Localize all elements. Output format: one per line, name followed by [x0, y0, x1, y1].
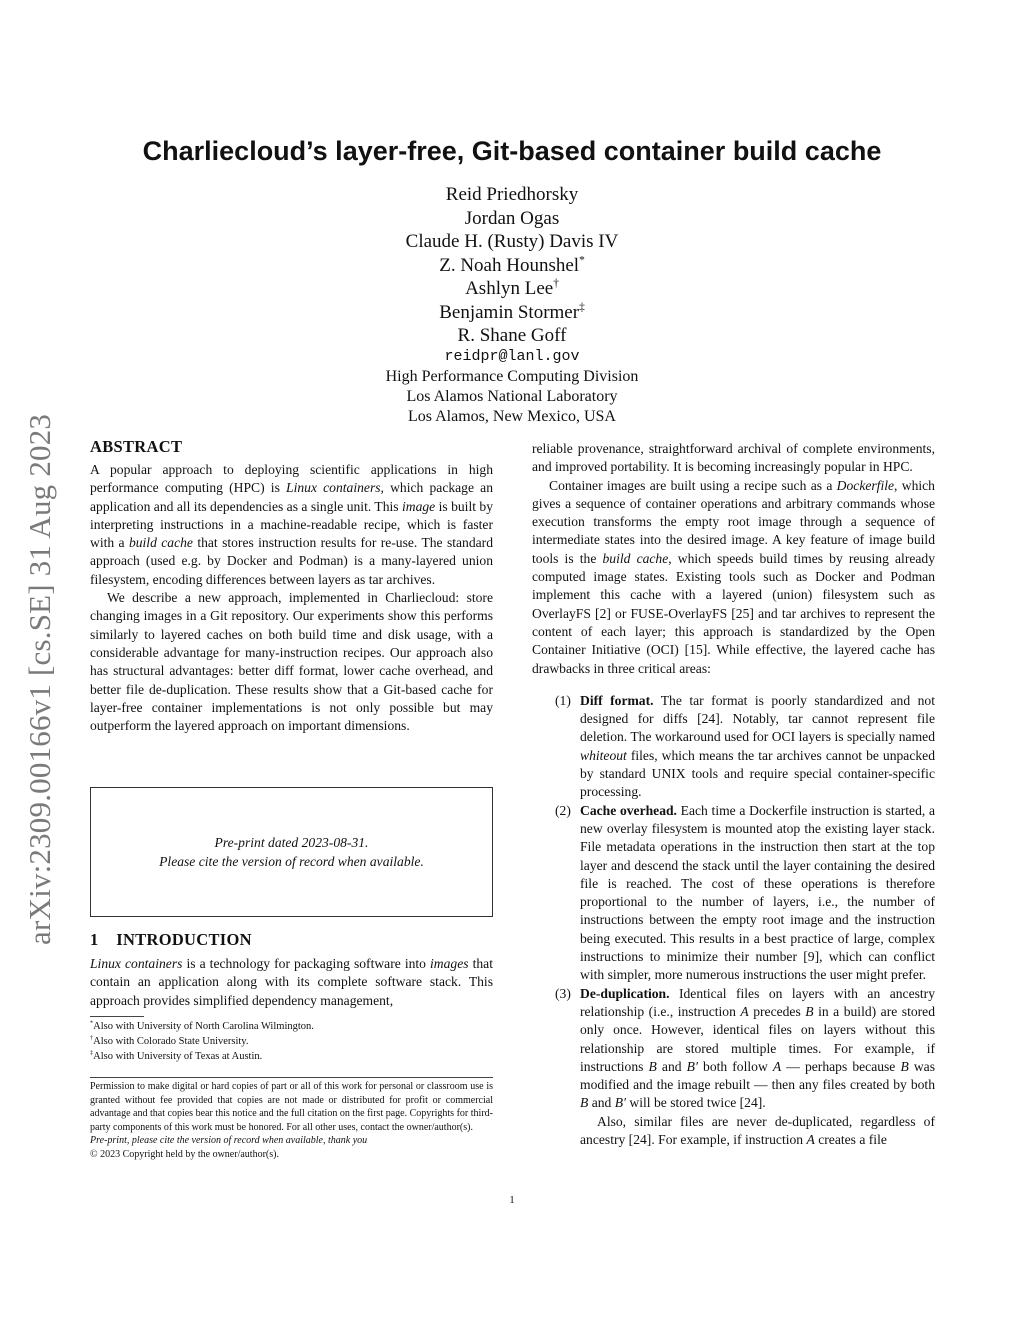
page-number: 1 [509, 1194, 515, 1206]
email[interactable]: reidpr@lanl.gov [444, 348, 580, 365]
preprint-line: Pre-print dated 2023-08-31. [214, 835, 369, 850]
introduction-body: Linux containers is a technology for packaging software into images that contain an application along with its complete software stack. This approach provides simplified dependency management, [90, 956, 493, 1008]
drawback-list [532, 692, 935, 1149]
list-item-paragraph: Also, similar files are never de-duplicated, regardless of ancestry [24]. For example, if instruction A creates a file [580, 1113, 935, 1147]
author: Z. Noah Hounshel* [439, 254, 585, 276]
preprint-note: Pre-print, please cite the version of record when available, thank you [90, 1135, 368, 1146]
abstract-paragraph: We describe a new approach, implemented in Charliecloud: store changing images in a Git repository. Our experiments show this performs similarly to layered caches on both build time and disk usage, with a considerable advantage for many-instruction recipes. Our approach also has structural advantages: better diff format, lower cache overhead, and better file de-duplication. These results show that a Git-based cache for layer-free container implementations is not only possible but may outperform the layered approach on important dimensions. [90, 590, 493, 734]
copyright: © 2023 Copyright held by the owner/author(s). [90, 1148, 279, 1160]
footnotes [90, 1019, 493, 1064]
arxiv-identifier: arXiv:2309.00166v1 [cs.SE] 31 Aug 2023 [22, 413, 57, 945]
permission-notice [90, 1077, 493, 1161]
author: Jordan Ogas [464, 207, 560, 229]
abstract-paragraph: A popular approach to deploying scientific applications in high performance computing (HPC) is Linux containers, which package an application and all its dependencies as a single unit. This image is built by interpreting instructions in a machine-readable recipe, which is faster with a build cache that stores instruction results for re-use. The standard approach (used e.g. by Docker and Podman) is a many-layered union filesystem, encoding differences between layers as tar archives. [90, 462, 494, 587]
list-item: (1) Diff format. The tar format is poorly standardized and not designed for diffs [24]. Notably, tar cannot represent file deletion. The workaround used for OCI layers is specially named whiteout files, which means the tar archives cannot be unpacked by standard UNIX tools and require special container-specific processing. [555, 692, 935, 800]
footnote: *Also with University of North Carolina Wilmington. [90, 1019, 314, 1032]
author-list [0, 183, 1024, 348]
paper-title: Charliecloud’s layer-free, Git-based container build cache [142, 136, 882, 166]
footnote: ‡Also with University of Texas at Austin. [90, 1049, 263, 1062]
footnote-divider [90, 1016, 144, 1017]
list-item: (3) De-duplication. Identical files on layers with an ancestry relationship (i.e., instruction A precedes B in a build) are stored only once. However, identical files on layers without this relationship are stored multiple times. For example, if instructions B and B′ both follow A — perhaps because B was modified and the image rebuilt — then any files created by both B and B′ will be stored twice [24]. Also, similar files are never de-duplicated, regardless of ancestry [24]. For example, if instruction A creates a file [532, 985, 935, 1150]
author: Benjamin Stormer‡ [439, 301, 585, 323]
preprint-notice-box [90, 787, 493, 917]
abstract-body [90, 461, 493, 735]
right-column [532, 440, 935, 1149]
affiliation-line: High Performance Computing Division [385, 368, 639, 385]
author: Claude H. (Rusty) Davis IV [405, 231, 619, 252]
preprint-line: Please cite the version of record when available. [159, 853, 424, 869]
author: Reid Priedhorsky [445, 184, 579, 205]
permission-text: Permission to make digital or hard copies of part or all of this work for personal or classroom use is granted without fee provided that copies are not made or distributed for profit or commercial advantage and that copies bear this notice and the full citation on the first page. Copyrights for third-party components of this work must be honored. For all other uses, contact the owner/author(s). [90, 1081, 493, 1133]
affiliation-line: Los Alamos, New Mexico, USA [408, 408, 616, 425]
body-paragraph: reliable provenance, straightforward archival of complete environments, and improved portability. It is becoming increasingly popular in HPC. [532, 441, 935, 475]
introduction-heading: 1 INTRODUCTION [90, 930, 252, 949]
affiliation-line: Los Alamos National Laboratory [406, 388, 618, 405]
affiliation-block [0, 347, 1024, 427]
list-item: (2) Cache overhead. Each time a Dockerfile instruction is started, a new overlay filesystem is mounted atop the existing layer stack. File metadata operations in the instruction then start at the top layer and descend the stack until the layer containing the desired file is reached. The cost of these operations is therefore proportional to the number of layers, i.e., the number of instructions between the empty root image and the instruction being executed. This results in a best practice of large, complex instructions to minimize their number [9], which can conflict with simpler, more numerous instructions the user might prefer. [555, 802, 936, 983]
author: Ashlyn Lee† [465, 277, 559, 299]
abstract-heading: ABSTRACT [90, 437, 183, 456]
author: R. Shane Goff [457, 325, 567, 346]
footnote: †Also with Colorado State University. [90, 1034, 249, 1047]
body-paragraph: Container images are built using a recipe such as a Dockerfile, which gives a sequence of container operations and arbitrary commands whose execution transforms the empty root image through a sequence of intermediate states into the desired image. A key feature of image build tools is the build cache, which speeds build times by reusing already computed image states. Existing tools such as Docker and Podman implement this cache with a layered (union) filesystem such as OverlayFS [2] or FUSE-OverlayFS [25] and tar archives to represent the content of each layer; this approach is standardized by the Open Container Initiative (OCI) [15]. While effective, the layered cache has drawbacks in three critical areas: [532, 477, 936, 676]
